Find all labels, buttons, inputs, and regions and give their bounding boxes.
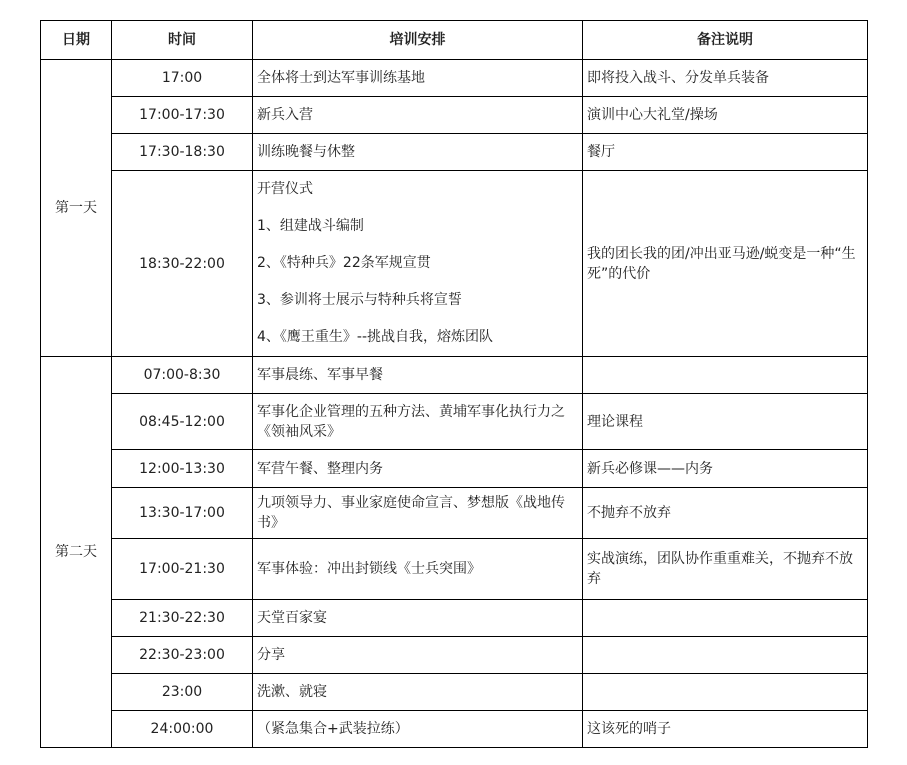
ceremony-plan-cell	[253, 171, 583, 357]
note-cell: 理论课程	[583, 394, 868, 450]
time-cell: 17:30-18:30	[112, 134, 253, 171]
day2-label: 第二天	[41, 357, 112, 748]
time-cell: 07:00-8:30	[112, 357, 253, 394]
header-date: 日期	[41, 21, 112, 60]
note-cell	[583, 357, 868, 394]
table-row	[41, 600, 868, 637]
table-row	[41, 539, 868, 600]
note-cell	[583, 637, 868, 674]
table-row	[41, 488, 868, 539]
header-note: 备注说明	[583, 21, 868, 60]
time-cell: 17:00-17:30	[112, 97, 253, 134]
plan-cell: 军事体验：冲出封锁线《士兵突围》	[253, 539, 583, 600]
plan-cell: 洗漱、就寝	[253, 674, 583, 711]
time-cell: 18:30-22:00	[112, 171, 253, 357]
time-cell: 22:30-23:00	[112, 637, 253, 674]
plan-cell: 全体将士到达军事训练基地	[253, 60, 583, 97]
plan-cell: 分享	[253, 637, 583, 674]
note-cell: 新兵必修课——内务	[583, 450, 868, 488]
table-row	[41, 450, 868, 488]
table-row	[41, 60, 868, 97]
plan-cell: 军营午餐、整理内务	[253, 450, 583, 488]
day1-label: 第一天	[41, 60, 112, 357]
note-cell: 演训中心大礼堂/操场	[583, 97, 868, 134]
table-row	[41, 97, 868, 134]
ceremony-line: 3、参训将士展示与特种兵将宣誓	[257, 292, 462, 308]
table-row	[41, 711, 868, 748]
note-cell	[583, 674, 868, 711]
note-cell: 餐厅	[583, 134, 868, 171]
plan-cell: 军事化企业管理的五种方法、黄埔军事化执行力之《领袖风采》	[253, 394, 583, 450]
time-cell: 13:30-17:00	[112, 488, 253, 539]
time-cell: 23:00	[112, 674, 253, 711]
note-cell: 不抛弃不放弃	[583, 488, 868, 539]
table-row	[41, 134, 868, 171]
training-schedule-table	[40, 20, 868, 748]
plan-cell: 天堂百家宴	[253, 600, 583, 637]
note-cell: 这该死的哨子	[583, 711, 868, 748]
time-cell: 12:00-13:30	[112, 450, 253, 488]
time-cell: 24:00:00	[112, 711, 253, 748]
header-plan: 培训安排	[253, 21, 583, 60]
time-cell: 17:00-21:30	[112, 539, 253, 600]
table-row	[41, 674, 868, 711]
time-cell: 08:45-12:00	[112, 394, 253, 450]
table-row	[41, 394, 868, 450]
ceremony-line: 2、《特种兵》22条军规宣贯	[257, 255, 431, 271]
plan-cell: 九项领导力、事业家庭使命宣言、梦想版《战地传书》	[253, 488, 583, 539]
note-cell	[583, 600, 868, 637]
header-time: 时间	[112, 21, 253, 60]
ceremony-line: 开营仪式	[257, 181, 313, 197]
plan-cell: （紧急集合+武装拉练）	[253, 711, 583, 748]
time-cell: 21:30-22:30	[112, 600, 253, 637]
note-cell: 我的团长我的团/冲出亚马逊/蜕变是一种“生死”的代价	[583, 171, 868, 357]
plan-cell: 训练晚餐与休整	[253, 134, 583, 171]
plan-cell: 新兵入营	[253, 97, 583, 134]
note-cell: 即将投入战斗、分发单兵装备	[583, 60, 868, 97]
ceremony-line: 4、《鹰王重生》--挑战自我，熔炼团队	[257, 329, 494, 345]
table-row	[41, 357, 868, 394]
note-cell: 实战演练，团队协作重重难关，不抛弃不放弃	[583, 539, 868, 600]
plan-cell: 军事晨练、军事早餐	[253, 357, 583, 394]
ceremony-line: 1、组建战斗编制	[257, 218, 364, 234]
table-row	[41, 171, 868, 357]
table-row	[41, 637, 868, 674]
time-cell: 17:00	[112, 60, 253, 97]
header-row	[41, 21, 868, 60]
